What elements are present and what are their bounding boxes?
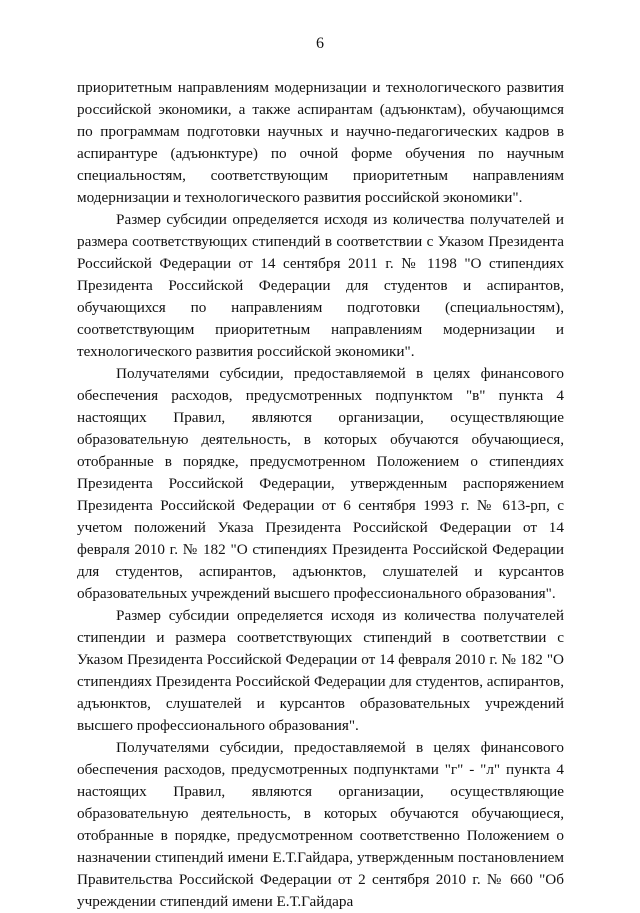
paragraph-subsidy-size-1: Размер субсидии определяется исходя из количества получателей и размера соответствующих стипендий в соответствии с Указом Президента Российской Федерации от 14 сентября 2011 г. № 1198 "О стипендиях Президента Российской Федерации для студентов и аспирантов, обучающихся по направлениям подготовки (специальностям), соответствующим приоритетным направлениям модернизации и технологического развития российской экономики". xyxy=(77,211,564,360)
document-body xyxy=(77,77,564,913)
paragraph-recipients-2: Получателями субсидии, предоставляемой в целях финансового обеспечения расходов, предусмотренных подпунктами "г" - "л" пункта 4 настоящих Правил, являются организации, осуществляющие образовательную деятельность, в которых обучаются обучающиеся, отобранные в порядке, предусмотренном соответственно Положением о назначении стипендий имени Е.Т.Гайдара, утвержденным постановлением Правительства Российской Федерации от 2 сентября 2010 г. № 660 "Об учреждении стипендий имени Е.Т.Гайдара xyxy=(77,739,564,910)
paragraph-recipients-1: Получателями субсидии, предоставляемой в целях финансового обеспечения расходов, предусмотренных подпунктом "в" пункта 4 настоящих Правил, являются организации, осуществляющие образовательную деятельность, в которых обучаются обучающиеся, отобранные в порядке, предусмотренном Положением о стипендиях Президента Российской Федерации, утвержденным распоряжением Президента Российской Федерации от 6 сентября 1993 г. № 613-рп, с учетом положений Указа Президента Российской Федерации от 14 февраля 2010 г. № 182 "О стипендиях Президента Российской Федерации для студентов, аспирантов, адъюнктов, слушателей и курсантов образовательных учреждений высшего профессионального образования". xyxy=(77,365,564,602)
page-number: 6 xyxy=(316,35,324,52)
paragraph-subsidy-size-2: Размер субсидии определяется исходя из количества получателей стипендии и размера соответствующих стипендий в соответствии с Указом Президента Российской Федерации от 14 февраля 2010 г. № 182 "О стипендиях Президента Российской Федерации для студентов, аспирантов, адъюнктов, слушателей и курсантов образовательных учреждений высшего профессионального образования". xyxy=(77,607,564,734)
paragraph-continuation: приоритетным направлениям модернизации и технологического развития российской экономики, а также аспирантам (адъюнктам), обучающимся по программам подготовки научных и научно-педагогических кадров в аспирантуре (адъюнктуре) по очной форме обучения по научным специальностям, соответствующим приоритетным направлениям модернизации и технологического развития российской экономики". xyxy=(77,79,564,206)
